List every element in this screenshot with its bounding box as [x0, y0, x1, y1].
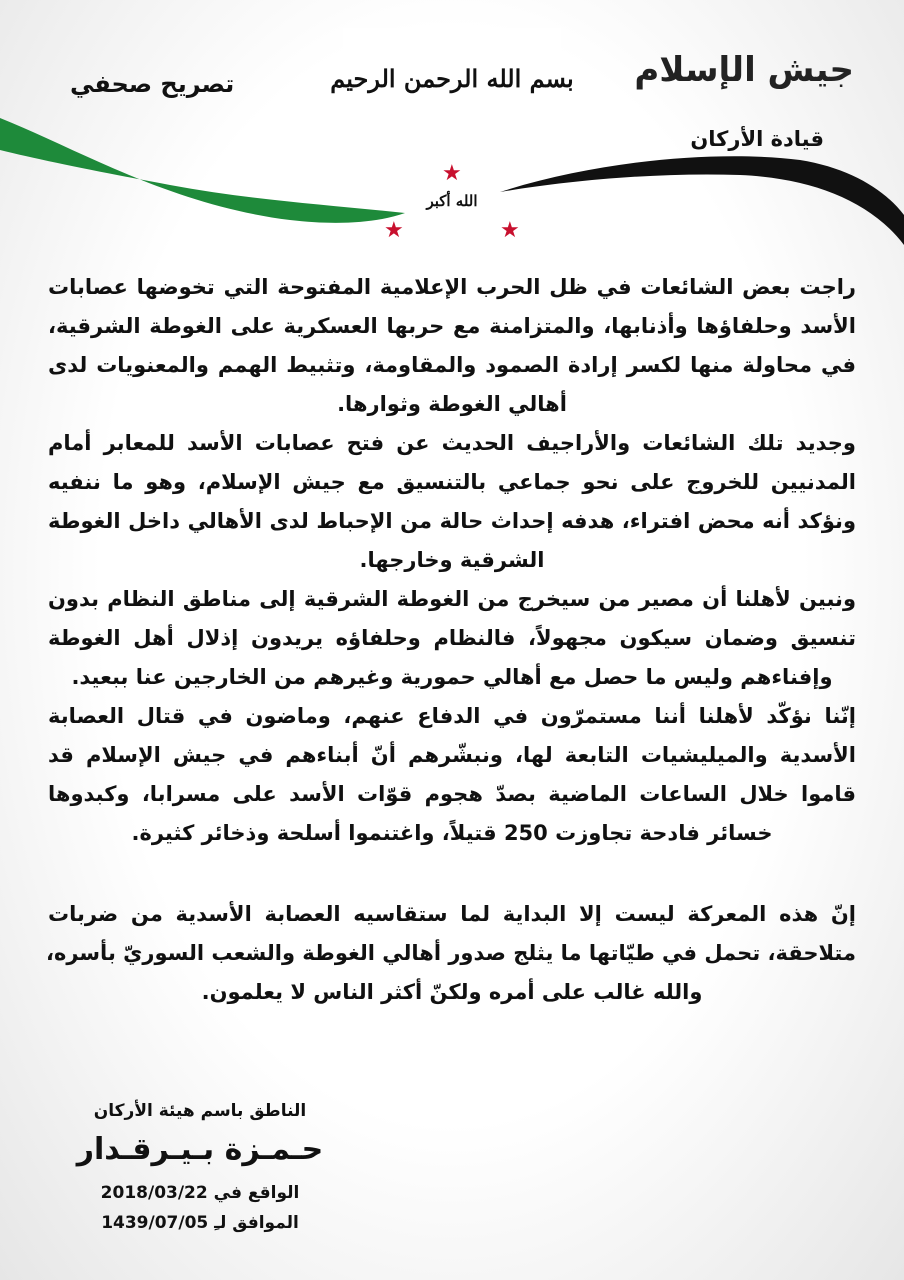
body-line: قاموا خلال الساعات الماضية بصدّ هجوم قوّات الأسد على مسرابا، وكبدوها [48, 782, 856, 806]
star-icon: ★ [384, 218, 404, 243]
body-line: وإفناءهم وليس ما حصل مع أهالي حمورية وغيرهم من الخارجين عنا ببعيد. [71, 665, 833, 689]
closing-line: إنّ هذه المعركة ليست إلا البداية لما ستقاسيه العصابة الأسدية من ضربات [48, 902, 856, 926]
statement-body [45, 268, 856, 1012]
date-gregorian: الواقع في 2018/03/22 [100, 1183, 300, 1203]
date-hijri: الموافق لـِ 1439/07/05 [101, 1213, 299, 1233]
green-wave [0, 118, 405, 223]
star-icon: ★ [500, 218, 520, 243]
body-line: خسائر فادحة تجاوزت 250 قتيلاً، واغتنموا أسلحة وذخائر كثيرة. [131, 821, 773, 845]
body-line: في محاولة منها لكسر إرادة الصمود والمقاومة، وتثبيط الهمم والمعنويات لدى [48, 353, 856, 377]
basmala-calligraphy [330, 28, 574, 128]
closing-line: متلاحقة، تحمل في طيّاتها ما يثلج صدور أهالي الغوطة والشعب السوريّ بأسره، [45, 941, 856, 965]
body-line: ونبين لأهلنا أن مصير من سيخرج من الغوطة الشرقية إلى مناطق النظام بدون [48, 587, 856, 611]
body-line: تنسيق وضمان سيكون مجهولاً، فالنظام وحلفاؤه يريدون إذلال أهل الغوطة [48, 626, 856, 650]
body-line: المدنيين للخروج على نحو جماعي بالتنسيق مع جيش الإسلام، وهو ما ننفيه [48, 470, 856, 494]
body-line: وجديد تلك الشائعات والأراجيف الحديث عن فتح عصابات الأسد للمعابر أمام [48, 431, 856, 455]
body-line: إنّنا نؤكّد لأهلنا أننا مستمرّون في الدفاع عنهم، وماضون في قتال العصابة [48, 704, 856, 728]
body-line: الأسد وحلفاؤها وأذنابها، والمتزامنة مع حربها العسكرية على الغوطة الشرقية، [48, 314, 856, 338]
body-line: أهالي الغوطة وثوارها. [337, 392, 567, 416]
black-wave [500, 156, 904, 245]
star-icon: ★ [442, 161, 462, 186]
closing-line: والله غالب على أمره ولكنّ أكثر الناس لا يعلمون. [201, 980, 703, 1004]
command-label: قيادة الأركان [690, 127, 824, 151]
body-line: ونؤكد أنه محض افتراء، هدفه إحداث حالة من الإحباط لدى الأهالي داخل الغوطة [48, 509, 856, 533]
basmala-text: بسم الله الرحمن الرحيم [330, 63, 574, 93]
document-title: تصريح صحفي [70, 70, 235, 98]
body-line: الشرقية وخارجها. [359, 548, 545, 572]
signatory-name: حـمـزة بـيـرقـدار [76, 1132, 324, 1167]
organization-logo: جيش الإسلام [634, 50, 854, 90]
body-line: راجت بعض الشائعات في ظل الحرب الإعلامية المفتوحة التي تخوضها عصابات [48, 275, 856, 299]
signatory-role: الناطق باسم هيئة الأركان [93, 1101, 307, 1121]
takbir-calligraphy: الله أكبر [426, 192, 478, 210]
body-line: الأسدية والميليشيات التابعة لها، ونبشّرهم أنّ أبناءهم في جيش الإسلام قد [48, 743, 856, 767]
